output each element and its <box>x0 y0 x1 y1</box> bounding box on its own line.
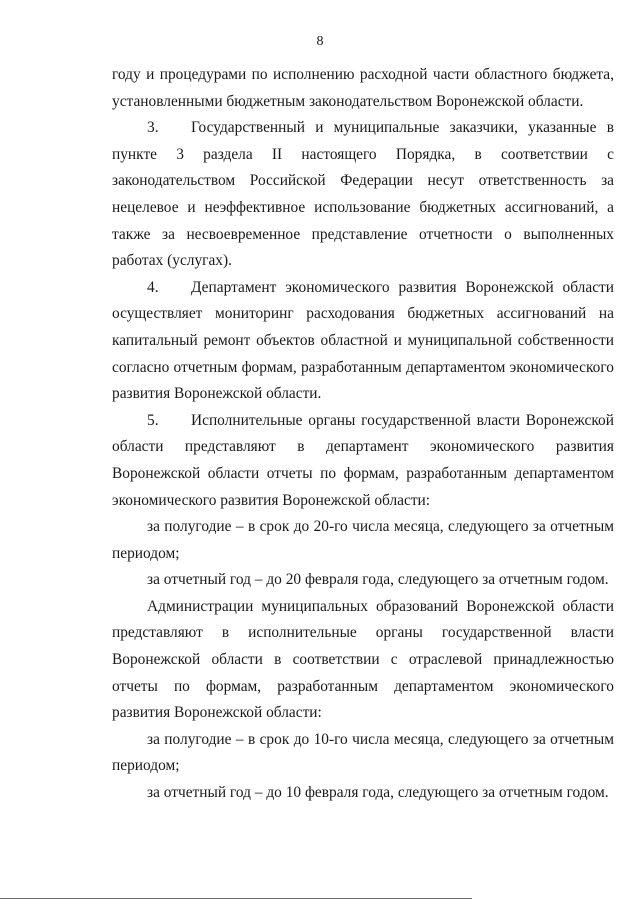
paragraph-number: 5. <box>147 411 159 429</box>
paragraph-5-halfyear: за полугодие – в срок до 20-го числа месяца, следующего за отчетным периодом; <box>112 518 614 562</box>
paragraph-5-year: за отчетный год – до 20 февраля года, следующего за отчетным годом. <box>147 571 609 589</box>
paragraph-number: 3. <box>147 119 159 137</box>
paragraph-4 <box>112 275 614 408</box>
bottom-divider <box>0 898 472 899</box>
paragraph-number: 4. <box>147 278 159 296</box>
document-body <box>112 62 614 807</box>
paragraph-5 <box>112 408 614 514</box>
page-number: 8 <box>316 34 324 49</box>
paragraph-municipal-year: за отчетный год – до 10 февраля года, следующего за отчетным годом. <box>147 784 609 802</box>
paragraph-text: Департамент экономического развития Воронежской области осуществляет мониторинг расходования бюджетных ассигнований на капитальный ремонт объектов областной и муниципальной собственности согласно отчетным формам, разработанным департаментом экономического развития Воронежской области. <box>112 278 614 403</box>
paragraph-municipal: Администрации муниципальных образований Воронежской области представляют в исполнительные органы государственной власти Воронежской области в соответствии с отраслевой принадлежностью отчеты по формам, разработанным департаментом экономического развития Воронежской области: <box>112 597 614 722</box>
paragraph-3 <box>112 115 614 275</box>
paragraph-text: Исполнительные органы государственной власти Воронежской области представляют в департамент экономического развития Воронежской области отчеты по формам, разработанным департаментом экономического развития Воронежской области: <box>112 411 614 509</box>
paragraph-continuation: году и процедурами по исполнению расходной части областного бюджета, установленными бюджетным законодательством Воронежской области. <box>112 66 614 110</box>
paragraph-municipal-halfyear: за полугодие – в срок до 10-го числа месяца, следующего за отчетным периодом; <box>112 730 614 775</box>
paragraph-text: Государственный и муниципальные заказчики, указанные в пункте 3 раздела II настоящего Порядка, в соответствии с законодательством Российской Федерации несут ответственность за нецелевое и неэффективное использование бюджетных ассигнований, а также за несвоевременное представление отчетности о выполненных работах (услугах). <box>112 119 614 270</box>
